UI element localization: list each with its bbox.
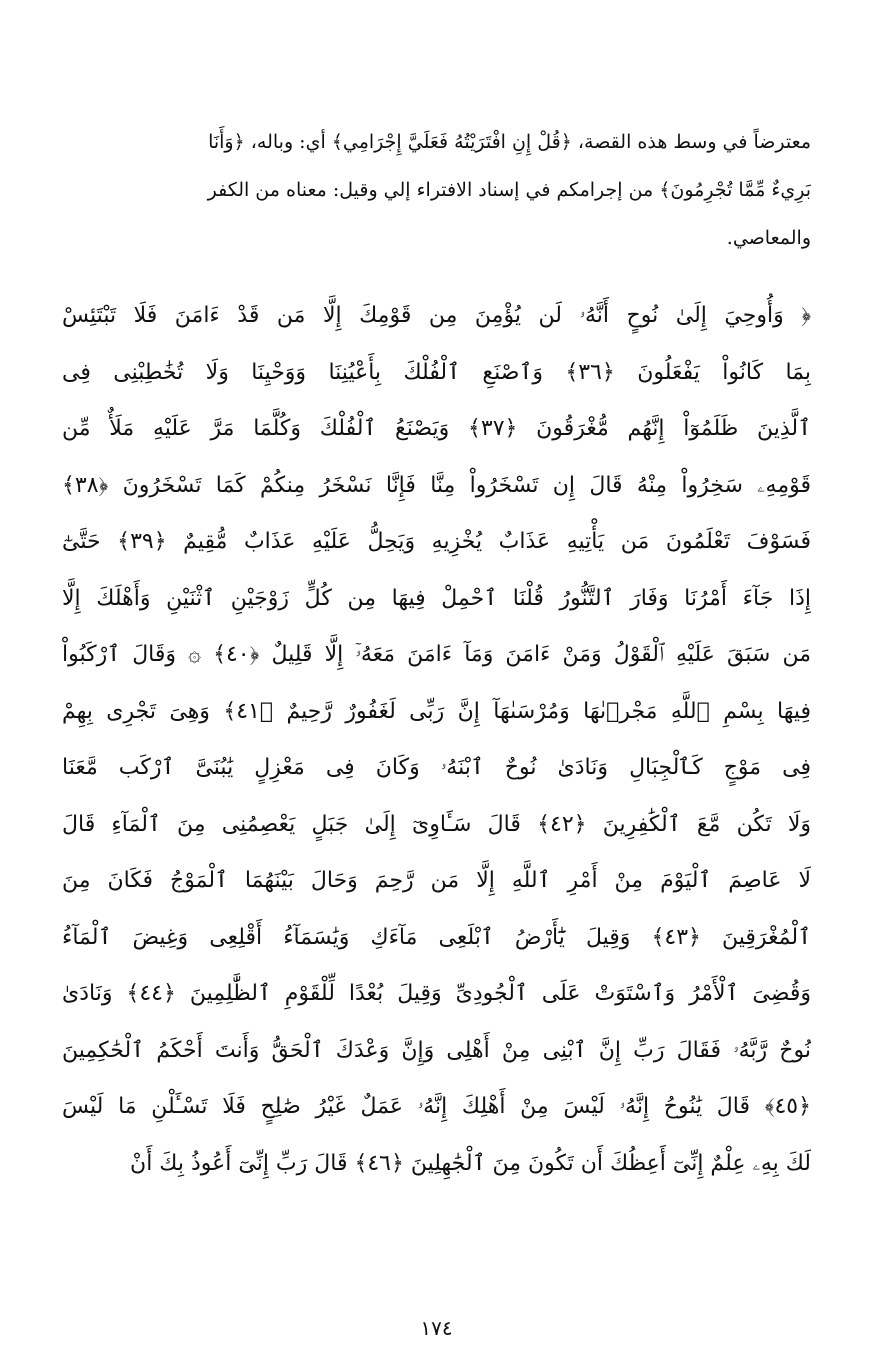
verse-line: مَن سَبَقَ عَلَيْهِ ٱلْقَوْلُ وَمَنْ ءَامَنَ وَمَآ ءَامَنَ مَعَهُۥٓ إِلَّا قَلِيلٌ ﴿٤٠﴾ ۞ وَقَالَ ٱرْكَبُواْ (62, 642, 811, 667)
commentary-line: معترضاً في وسط هذه القصة، ﴿قُلْ إِنِ افْتَرَيْتُهُ فَعَلَيَّ إِجْرَامِي﴾ أي: وباله، ﴿وَأَنَا (208, 131, 811, 153)
verse-line: ﴿٤٥﴾ قَالَ يَٰنُوحُ إِنَّهُۥ لَيْسَ مِنْ أَهْلِكَ إِنَّهُۥ عَمَلٌ غَيْرُ صَٰلِحٍ فَلَا تَسْـَٔلْنِ مَا لَيْسَ (62, 1094, 811, 1119)
verse-line: لَكَ بِهِۦ عِلْمٌ إِنِّىٓ أَعِظُكَ أَن تَكُونَ مِنَ ٱلْجَٰهِلِينَ ﴿٤٦﴾ قَالَ رَبِّ إِنِّىٓ أَعُوذُ بِكَ أَنْ (130, 1150, 811, 1176)
commentary-line: والمعاصي. (726, 227, 811, 249)
verse-line: ﴿ وَأُوحِيَ إِلَىٰ نُوحٍ أَنَّهُۥ لَن يُؤْمِنَ مِن قَوْمِكَ إِلَّا مَن قَدْ ءَامَنَ فَلَا تَبْتَئِسْ (62, 303, 811, 328)
verse-line: لَا عَاصِمَ ٱلْيَوْمَ مِنْ أَمْرِ ٱللَّهِ إِلَّا مَن رَّحِمَ وَحَالَ بَيْنَهُمَا ٱلْمَوْجُ فَكَانَ مِنَ (62, 868, 811, 893)
verse-line: بِمَا كَانُواْ يَفْعَلُونَ ﴿٣٦﴾ وَٱصْنَعِ ٱلْفُلْكَ بِأَعْيُنِنَا وَوَحْيِنَا وَلَا تُخَٰطِبْنِى فِى (62, 359, 811, 385)
commentary-paragraph (62, 118, 811, 262)
verse-line: قَوْمِهِۦ سَخِرُواْ مِنْهُ قَالَ إِن تَسْخَرُواْ مِنَّا فَإِنَّا نَسْخَرُ مِنكُمْ كَمَا تَسْخَرُونَ ﴿٣٨﴾ (62, 472, 811, 498)
verse-line: فَسَوْفَ تَعْلَمُونَ مَن يَأْتِيهِ عَذَابٌ يُخْزِيهِ وَيَحِلُّ عَلَيْهِ عَذَابٌ مُّقِيمٌ ﴿٣٩﴾ حَتَّىٰٓ (62, 529, 811, 554)
verse-line: فِيهَا بِسْمِ ٱللَّهِ مَجْر۪ىٰهَا وَمُرْسَىٰهَآ إِنَّ رَبِّى لَغَفُورٌ رَّحِيمٌ ﴿٤١﴾ وَهِىَ تَجْرِى بِهِمْ (62, 698, 811, 724)
verse-line: ٱلَّذِينَ ظَلَمُوٓاْ إِنَّهُم مُّغْرَقُونَ ﴿٣٧﴾ وَيَصْنَعُ ٱلْفُلْكَ وَكُلَّمَا مَرَّ عَلَيْهِ مَلَأٌ مِّن (62, 416, 811, 441)
verse-line: وَقُضِىَ ٱلْأَمْرُ وَٱسْتَوَتْ عَلَى ٱلْجُودِىِّ وَقِيلَ بُعْدًا لِّلْقَوْمِ ٱلظَّٰلِمِينَ ﴿٤٤﴾ وَنَادَىٰ (62, 981, 811, 1006)
verse-line: إِذَا جَآءَ أَمْرُنَا وَفَارَ ٱلتَّنُّورُ قُلْنَا ٱحْمِلْ فِيهَا مِن كُلٍّ زَوْجَيْنِ ٱثْنَيْنِ وَأَهْلَكَ إِلَّا (62, 585, 811, 611)
verse-line: نُوحٌ رَّبَّهُۥ فَقَالَ رَبِّ إِنَّ ٱبْنِى مِنْ أَهْلِى وَإِنَّ وَعْدَكَ ٱلْحَقُّ وَأَنتَ أَحْكَمُ ٱلْحَٰكِمِينَ (62, 1037, 811, 1063)
verse-line: ٱلْمُغْرَقِينَ ﴿٤٣﴾ وَقِيلَ يَٰٓأَرْضُ ٱبْلَعِى مَآءَكِ وَيَٰسَمَآءُ أَقْلِعِى وَغِيضَ ٱلْمَآءُ (62, 924, 811, 950)
quran-verses-block (62, 288, 811, 1192)
page-number: ١٧٤ (420, 1316, 453, 1340)
commentary-line: بَرِيءٌ مِّمَّا تُجْرِمُونَ﴾ من إجرامكم في إسناد الافتراء إلي وقيل: معناه من الكفر (207, 179, 811, 201)
verse-line: وَلَا تَكُن مَّعَ ٱلْكَٰفِرِينَ ﴿٤٢﴾ قَالَ سَـَٔاوِىٓ إِلَىٰ جَبَلٍ يَعْصِمُنِى مِنَ ٱلْمَآءِ قَالَ (62, 811, 811, 837)
verse-line: فِى مَوْجٍ كَٱلْجِبَالِ وَنَادَىٰ نُوحٌ ٱبْنَهُۥ وَكَانَ فِى مَعْزِلٍ يَٰبُنَىَّ ٱرْكَب مَّعَنَا (62, 755, 811, 780)
